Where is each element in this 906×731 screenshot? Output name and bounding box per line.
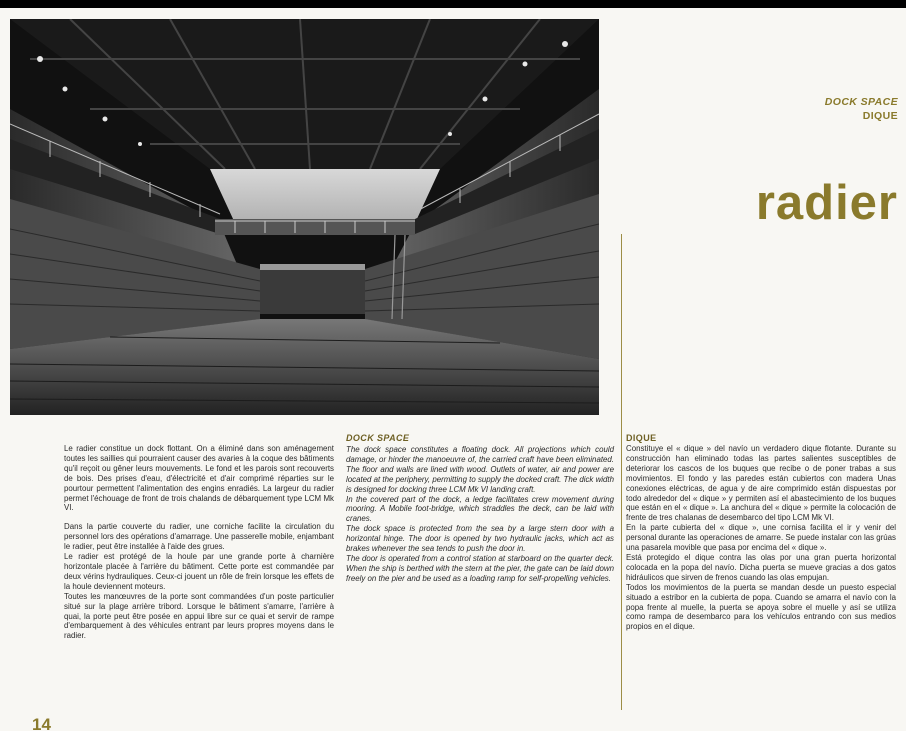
column-divider	[621, 234, 622, 710]
page-title: radier	[755, 176, 898, 230]
dock-interior-image	[10, 19, 599, 415]
spanish-heading: DIQUE	[626, 433, 657, 443]
magazine-page	[0, 8, 906, 731]
paragraph: Le radier constitue un dock flottant. On a éliminé dans son aménagement toutes les saillies qui pourraient causer des avaries à la coque des bâtiments qu'il reçoit ou gêner leurs mouvements. Le fond et les parois sont recouverts de bois. Des prises d'eau, d'électricité et d'air comprimé réparties sur le pourtour permettent l'alimentation des engins enradiés. La largeur du radier permet l'échouage de front de trois chalands de débarquement type LCM Mk VI.	[64, 444, 334, 513]
paragraph: En la parte cubierta del « dique », une cornisa facilita el ir y venir del personal durante las operaciones de amarre. Se puede instalar con las grúas una pasarela movible que pasa por encima del « dique ».	[626, 523, 896, 553]
paragraph: Está protegido el dique contra las olas por una gran puerta horizontal colocada en la popa del navío. Dicha puerta se mueve gracias a dos gatos hidráulicos que sirven de frenos cuando las olas empujan.	[626, 552, 896, 582]
english-column	[346, 445, 614, 584]
paragraph: The dock space is protected from the sea by a large stern door with a horizontal hinge. The door is opened by two hydraulic jacks, which act as brakes whenever the sea tends to push the door in.	[346, 524, 614, 554]
section-heading-es: DIQUE	[862, 110, 898, 122]
paragraph: Todos los movimientos de la puerta se mandan desde un puesto especial situado a estribor en la cubierta de popa. Cuando se amarra el navío con la popa frente al muelle, la puerta se apoya sobre el muelle y así se utiliza como rampa de desembarco para los vehículos entrando con sus medios propios en el dique.	[626, 582, 896, 632]
french-column	[64, 444, 334, 641]
paragraph: Le radier est protégé de la houle par une grande porte à charnière horizontale placée à l'arrière du bâtiment. Cette porte est commandée par deux vérins hydrauliques. Ceux-ci jouent un rôle de frein lorsque les effets de la houle deviennent moteurs.	[64, 552, 334, 591]
paragraph: Dans la partie couverte du radier, une corniche facilite la circulation du personnel lors des opérations d'amarrage. Une passerelle mobile, enjambant le radier, peut être installée à l'aide des grues.	[64, 522, 334, 552]
english-heading: DOCK SPACE	[346, 433, 410, 443]
section-heading-en: DOCK SPACE	[824, 96, 898, 108]
paragraph: The door is operated from a control station at starboard on the quarter deck. When the ship is berthed with the stern at the pier, the gate can be laid down freely on the pier and be used as a loading ramp for self-propelling vehicles.	[346, 553, 614, 583]
paragraph: The dock space constitutes a floating dock. All projections which could damage, or hinder the manoeuvre of, the carried craft have been eliminated. The floor and walls are lined with wood. Outlets of water, air and power are located at the periphery, permitting to supply the docked craft. The dick width is designed for docking three LCM Mk VI landing craft.	[346, 445, 614, 494]
spanish-column	[626, 444, 896, 632]
paragraph: Constituye el « dique » del navío un verdadero dique flotante. Durante su construcción han eliminado todas las partes salientes susceptibles de deteriorar los cascos de los buques que recibe o de poner trabas a sus movimientos. El fondo y las paredes están cubiertos con madera Unas conexiones eléctricas, de agua y de aire comprimido están dispuestas por todo alrededor del « dique » y permiten así el abastecimiento de los buques que están en el « dique ». La anchura del « dique » permite la colocación de frente de tres chalanas de desembarco del tipo LCM Mk VI.	[626, 444, 896, 523]
paragraph: In the covered part of the dock, a ledge facilitates crew movement during mooring. A Mobile foot-bridge, which straddles the deck, can be laid with cranes.	[346, 494, 614, 524]
page-number: 14	[32, 715, 51, 731]
dock-photo	[10, 19, 599, 415]
paragraph: Toutes les manœuvres de la porte sont commandées d'un poste particulier situé sur la plage arrière tribord. Lorsque le bâtiment s'amarre, l'arrière à quai, la porte peut être posée en appui libre sur ce quai et servir de rampe d'embarquement à des véhicules entrant par leurs propres moyens dans le radier.	[64, 591, 334, 641]
